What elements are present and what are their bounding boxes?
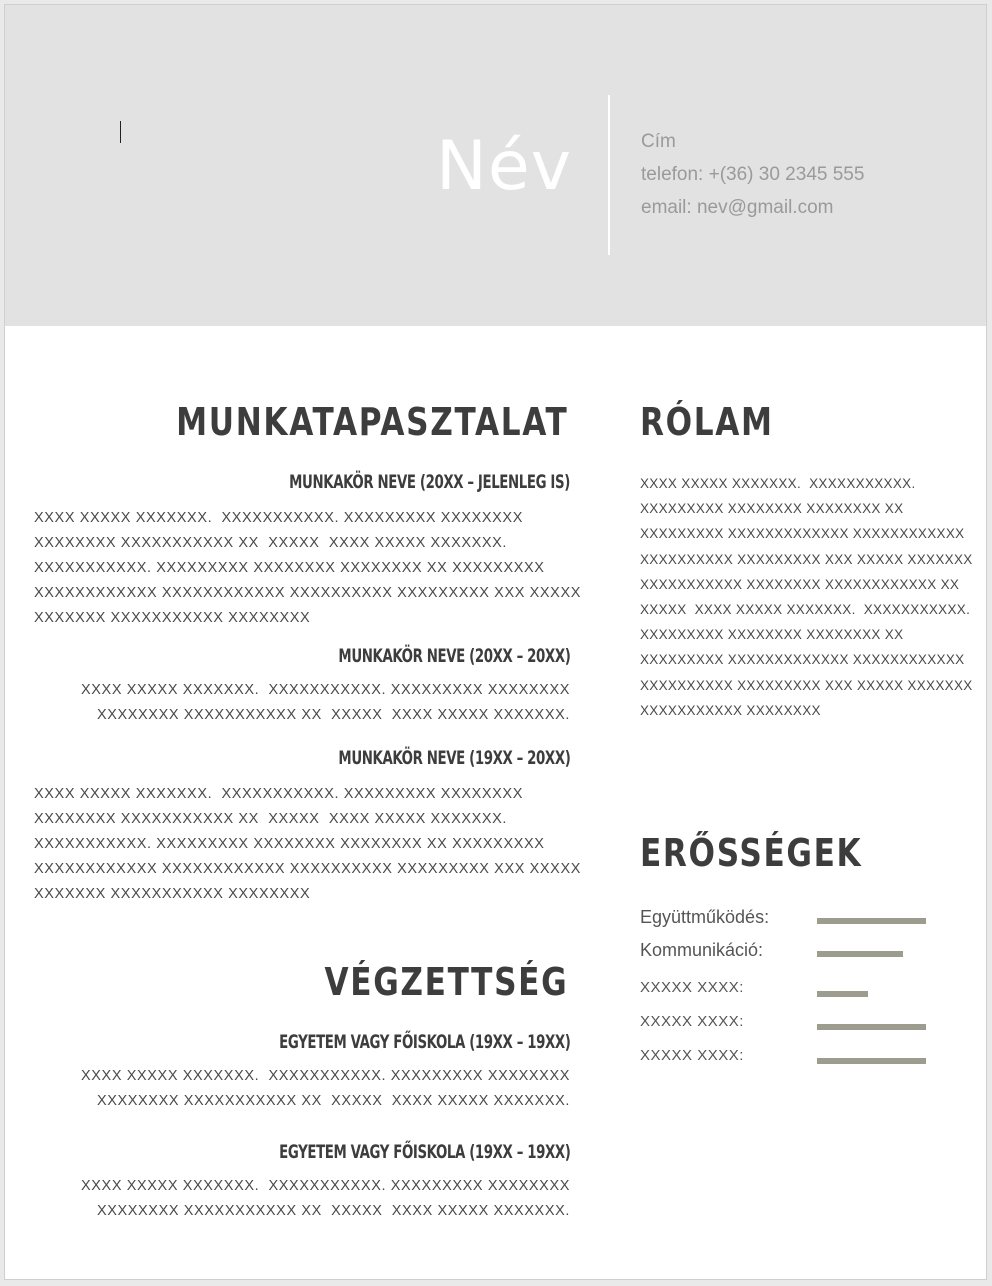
email-text[interactable]: email: nev@gmail.com	[641, 197, 834, 218]
job-3-line: XXXX XXXXX XXXXXXX. XXXXXXXXXXX. XXXXXXXXX XXXXXXXX	[34, 786, 523, 802]
about-line: XXXXXXXXX XXXXXXXXXXXXX XXXXXXXXXXXX	[640, 526, 965, 542]
education-1-line: XXXXXXXX XXXXXXXXXXX XX XXXXX XXXX XXXXX XXXXXXX.	[96, 1093, 570, 1109]
education-description-1	[81, 1064, 570, 1114]
education-title-1: EGYETEM VAGY FŐISKOLA (19XX – 19XX)	[278, 1031, 570, 1053]
about-line: XXXXXXXXXX XXXXXXXXX XXX XXXXX XXXXXXX	[640, 551, 973, 567]
job-title-3: MUNKAKÖR NEVE (19XX – 20XX)	[338, 747, 570, 769]
job-1-line: XXXXXXXXXXX. XXXXXXXXX XXXXXXXX XXXXXXXX XX XXXXXXXXX	[34, 560, 545, 576]
education-2-line: XXXX XXXXX XXXXXXX. XXXXXXXXXXX. XXXXXXXXX XXXXXXXX	[81, 1178, 570, 1194]
strengths-heading: ERŐSSÉGEK	[640, 831, 863, 875]
about-line: XXXXXXXXX XXXXXXXXXXXXX XXXXXXXXXXXX	[640, 652, 965, 668]
strength-bar	[817, 1058, 926, 1064]
education-description-2	[81, 1174, 570, 1224]
strength-label: XXXXX XXXX:	[640, 1013, 744, 1030]
education-heading: VÉGZETTSÉG	[324, 960, 568, 1004]
about-line: XXXXXXXXX XXXXXXXX XXXXXXXX XX	[640, 501, 904, 517]
job-description-1	[34, 506, 581, 631]
strength-label: Kommunikáció:	[640, 940, 764, 960]
education-2-line: XXXXXXXX XXXXXXXXXXX XX XXXXX XXXX XXXXX XXXXXXX.	[96, 1203, 570, 1219]
about-line: XXXXXXXXXXX XXXXXXXX XXXXXXXXXXXX XX	[640, 576, 960, 592]
job-3-line: XXXXXXXXXXX. XXXXXXXXX XXXXXXXX XXXXXXXX XX XXXXXXXXX	[34, 836, 545, 852]
strength-item	[640, 1041, 940, 1075]
strength-item	[640, 973, 940, 1007]
header-divider	[608, 95, 610, 255]
text-cursor	[120, 121, 121, 143]
job-3-line: XXXXXXX XXXXXXXXXXX XXXXXXXX	[34, 886, 311, 902]
job-1-line: XXXX XXXXX XXXXXXX. XXXXXXXXXXX. XXXXXXXXX XXXXXXXX	[34, 510, 523, 526]
strength-label: XXXXX XXXX:	[640, 1047, 744, 1064]
contact-block	[641, 125, 864, 224]
about-line: XXXX XXXXX XXXXXXX. XXXXXXXXXXX.	[640, 476, 916, 491]
phone-text[interactable]: telefon: +(36) 30 2345 555	[641, 164, 865, 185]
job-1-line: XXXXXXX XXXXXXXXXXX XXXXXXXX	[34, 610, 311, 626]
resume-page	[4, 4, 987, 1280]
strength-item	[640, 940, 940, 973]
job-1-line: XXXXXXXX XXXXXXXXXXX XX XXXXX XXXX XXXXX XXXXXXX.	[34, 535, 508, 551]
about-line: XXXXXXXXXX XXXXXXXXX XXX XXXXX XXXXXXX	[640, 677, 973, 693]
strength-bar	[817, 951, 903, 957]
about-heading: RÓLAM	[640, 400, 774, 444]
work-heading: MUNKATAPASZTALAT	[175, 400, 568, 444]
strength-bar	[817, 918, 926, 924]
strength-item	[640, 1007, 940, 1041]
education-1-line: XXXX XXXXX XXXXXXX. XXXXXXXXXXX. XXXXXXXXX XXXXXXXX	[81, 1068, 570, 1084]
job-1-line: XXXXXXXXXXXX XXXXXXXXXXXX XXXXXXXXXX XXXXXXXXX XXX XXXXX	[34, 585, 581, 601]
strengths-list	[640, 907, 940, 1075]
job-title-2: MUNKAKÖR NEVE (20XX – 20XX)	[338, 645, 570, 667]
education-title-2: EGYETEM VAGY FŐISKOLA (19XX – 19XX)	[278, 1141, 570, 1163]
job-2-line: XXXX XXXXX XXXXXXX. XXXXXXXXXXX. XXXXXXXXX XXXXXXXX	[81, 682, 570, 698]
strength-item	[640, 907, 940, 940]
about-line: XXXXXXXXXXX XXXXXXXX	[640, 702, 821, 718]
job-3-line: XXXXXXXX XXXXXXXXXXX XX XXXXX XXXX XXXXX XXXXXXX.	[34, 811, 508, 827]
job-title-1: MUNKAKÖR NEVE (20XX – JELENLEG IS)	[289, 471, 570, 493]
job-2-line: XXXXXXXX XXXXXXXXXXX XX XXXXX XXXX XXXXX XXXXXXX.	[96, 707, 570, 723]
candidate-name[interactable]: Név	[436, 127, 572, 206]
strength-bar	[817, 991, 868, 997]
strength-bar	[817, 1024, 926, 1030]
strength-label: Együttműködés:	[640, 907, 770, 927]
about-text	[640, 471, 973, 723]
header-band	[5, 5, 986, 326]
about-line: XXXXXXXXX XXXXXXXX XXXXXXXX XX	[640, 627, 904, 643]
job-description-3	[34, 782, 581, 907]
job-3-line: XXXXXXXXXXXX XXXXXXXXXXXX XXXXXXXXXX XXXXXXXXX XXX XXXXX	[34, 861, 581, 877]
job-description-2	[81, 678, 570, 728]
strength-label: XXXXX XXXX:	[640, 979, 744, 996]
address-text[interactable]: Cím	[641, 131, 676, 152]
about-line: XXXXX XXXX XXXXX XXXXXXX. XXXXXXXXXXX.	[640, 602, 971, 618]
